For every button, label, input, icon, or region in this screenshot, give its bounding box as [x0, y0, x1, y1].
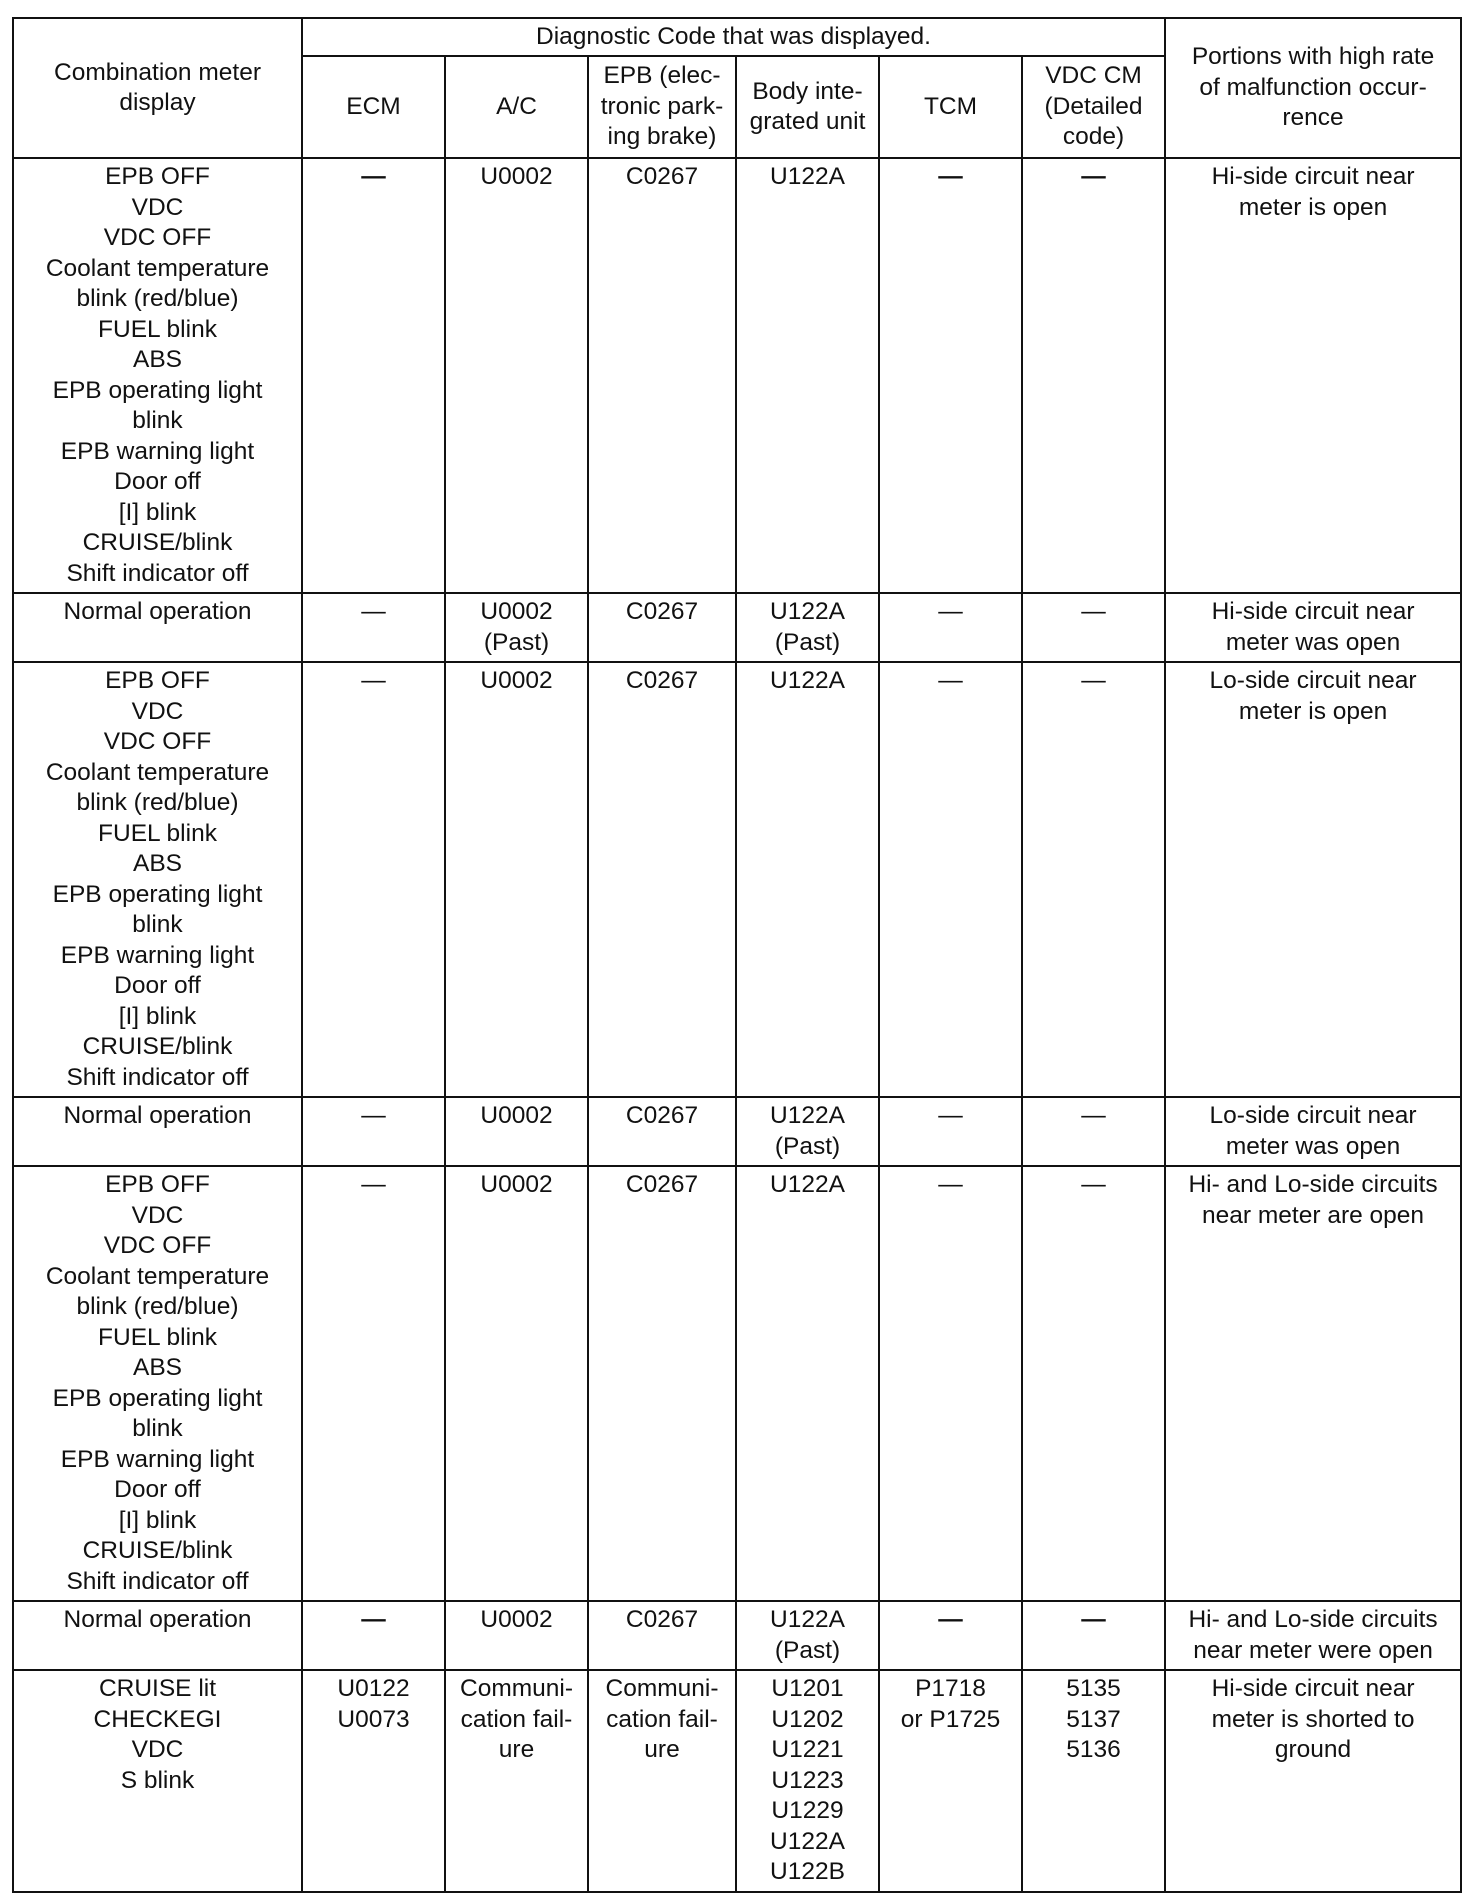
code-line: —	[1081, 1606, 1106, 1633]
code-line: U122A	[770, 1171, 845, 1198]
header-diagnostic-group: Diagnostic Code that was displayed.	[302, 18, 1165, 56]
epb-code-cell	[588, 1670, 736, 1892]
code-line: —	[938, 1102, 963, 1129]
header-text: of malfunction occur-	[1199, 73, 1427, 101]
display-line: EPB operating light	[52, 880, 263, 908]
display-line: EPB warning light	[60, 437, 255, 465]
ac-code-cell	[445, 1601, 588, 1670]
code-line: U122A	[770, 1827, 845, 1855]
ac-code-cell	[445, 662, 588, 1097]
display-line: CRUISE/blink	[82, 1537, 233, 1564]
tcm-code-cell	[879, 662, 1022, 1097]
tcm-code-cell	[879, 1670, 1022, 1892]
portion-line: meter is open	[1238, 193, 1388, 221]
code-line: U1221	[771, 1736, 844, 1763]
body-integrated-unit-code-cell	[736, 158, 879, 593]
portion-line: near meter were open	[1193, 1636, 1433, 1664]
ac-code-cell	[445, 1166, 588, 1601]
code-line: —	[1081, 1171, 1106, 1198]
code-line: C0267	[625, 667, 699, 694]
code-line: —	[361, 163, 386, 190]
display-line: VDC	[131, 1201, 184, 1229]
vdc-cm-code-cell	[1022, 158, 1165, 593]
code-line: U1202	[771, 1705, 844, 1733]
malfunction-portion-cell	[1165, 158, 1461, 593]
code-line: 5136	[1066, 1736, 1121, 1763]
malfunction-portion-cell	[1165, 593, 1461, 662]
code-line: U0122	[337, 1675, 410, 1702]
code-line: —	[361, 1102, 386, 1129]
code-line: U122A	[770, 667, 845, 694]
code-line: (Past)	[774, 1132, 841, 1160]
diagnostic-code-table	[12, 17, 1462, 1893]
header-text: TCM	[923, 92, 978, 120]
header-epb	[588, 56, 736, 158]
display-line: CRUISE/blink	[82, 1033, 233, 1060]
header-text: VDC CM	[1045, 62, 1142, 90]
display-line: Coolant temperature	[45, 1262, 270, 1290]
display-line: Shift indicator off	[66, 1567, 249, 1595]
ac-code-cell	[445, 158, 588, 593]
combination-meter-display-cell	[13, 1601, 302, 1670]
combination-meter-display-cell	[13, 1097, 302, 1166]
header-text: tronic park-	[600, 92, 724, 120]
code-line: (Past)	[774, 628, 841, 656]
vdc-cm-code-cell	[1022, 662, 1165, 1097]
ecm-code-cell	[302, 1601, 445, 1670]
code-line: —	[361, 598, 386, 625]
header-combination-meter-display	[13, 18, 302, 158]
code-line: U1229	[771, 1797, 844, 1824]
display-line: blink	[132, 911, 183, 938]
code-line: C0267	[625, 1171, 699, 1198]
display-line: Door off	[114, 972, 201, 999]
epb-code-cell	[588, 158, 736, 593]
code-line: U0002	[480, 598, 553, 625]
code-line: —	[938, 163, 963, 190]
combination-meter-display-cell	[13, 158, 302, 593]
tcm-code-cell	[879, 1601, 1022, 1670]
code-line: Communi-	[605, 1675, 719, 1702]
code-line: ure	[498, 1736, 535, 1763]
code-line: 5135	[1066, 1675, 1121, 1702]
ac-code-cell	[445, 593, 588, 662]
ecm-code-cell	[302, 1097, 445, 1166]
code-line: U0002	[480, 1171, 553, 1198]
code-line: U0002	[480, 1102, 553, 1129]
display-line: VDC OFF	[103, 224, 212, 251]
display-line: [I] blink	[118, 498, 197, 526]
body-integrated-unit-code-cell	[736, 1670, 879, 1892]
display-line: blink (red/blue)	[76, 789, 239, 816]
display-line: VDC	[131, 697, 184, 725]
table-row	[13, 1601, 1461, 1670]
display-line: Coolant temperature	[45, 758, 270, 786]
portion-line: Hi- and Lo-side circuits	[1188, 1171, 1438, 1198]
code-line: —	[1081, 667, 1106, 694]
ecm-code-cell	[302, 662, 445, 1097]
portion-line: meter is shorted to	[1211, 1705, 1415, 1733]
ecm-code-cell	[302, 1166, 445, 1601]
header-tcm	[879, 56, 1022, 158]
ecm-code-cell	[302, 158, 445, 593]
display-line: Shift indicator off	[66, 1063, 249, 1091]
header-text: A/C	[496, 92, 537, 120]
display-line: EPB warning light	[60, 941, 255, 969]
display-line: Door off	[114, 1476, 201, 1503]
display-line: VDC	[131, 1736, 184, 1763]
code-line: U122A	[770, 1102, 845, 1129]
combination-meter-display-cell	[13, 1670, 302, 1892]
header-text: rence	[1282, 104, 1344, 132]
display-line: EPB operating light	[52, 1384, 263, 1412]
table-row	[13, 1166, 1461, 1601]
code-line: C0267	[625, 163, 699, 190]
display-line: EPB warning light	[60, 1445, 255, 1473]
table-row	[13, 662, 1461, 1097]
code-line: —	[1081, 598, 1106, 625]
display-line: blink	[132, 407, 183, 434]
code-line: C0267	[625, 1102, 699, 1129]
combination-meter-display-cell	[13, 662, 302, 1097]
code-line: U0002	[480, 1606, 553, 1633]
epb-code-cell	[588, 662, 736, 1097]
portion-line: meter was open	[1225, 1132, 1401, 1160]
code-line: cation fail-	[460, 1705, 573, 1733]
tcm-code-cell	[879, 1097, 1022, 1166]
malfunction-portion-cell	[1165, 1601, 1461, 1670]
header-body-integrated-unit	[736, 56, 879, 158]
display-line: Normal operation	[63, 1606, 252, 1633]
display-line: Normal operation	[63, 1102, 252, 1129]
display-line: ABS	[132, 346, 183, 373]
display-line: blink	[132, 1415, 183, 1442]
body-integrated-unit-code-cell	[736, 1097, 879, 1166]
header-text: grated unit	[749, 108, 866, 135]
display-line: blink (red/blue)	[76, 285, 239, 312]
malfunction-portion-cell	[1165, 1670, 1461, 1892]
header-text: Body inte-	[752, 77, 863, 105]
display-line: blink (red/blue)	[76, 1293, 239, 1320]
header-text: code)	[1062, 123, 1125, 151]
display-line: Normal operation	[63, 598, 252, 625]
portion-line: Hi- and Lo-side circuits	[1188, 1606, 1438, 1633]
display-line: Shift indicator off	[66, 559, 249, 587]
epb-code-cell	[588, 593, 736, 662]
header-text: display	[119, 89, 196, 116]
display-line: VDC	[131, 193, 184, 221]
epb-code-cell	[588, 1601, 736, 1670]
malfunction-portion-cell	[1165, 662, 1461, 1097]
header-ac	[445, 56, 588, 158]
code-line: —	[1081, 163, 1106, 190]
table-row	[13, 1670, 1461, 1892]
epb-code-cell	[588, 1097, 736, 1166]
code-line: (Past)	[774, 1636, 841, 1664]
table-row	[13, 593, 1461, 662]
portion-line: ground	[1274, 1736, 1352, 1763]
code-line: P1718	[915, 1675, 986, 1702]
vdc-cm-code-cell	[1022, 593, 1165, 662]
display-line: EPB operating light	[52, 376, 263, 404]
code-line: 5137	[1066, 1705, 1121, 1733]
ecm-code-cell	[302, 1670, 445, 1892]
display-line: FUEL blink	[98, 1323, 217, 1351]
portion-line: Hi-side circuit near	[1211, 163, 1415, 190]
code-line: —	[361, 1606, 386, 1633]
tcm-code-cell	[879, 1166, 1022, 1601]
display-line: EPB OFF	[105, 1171, 210, 1198]
header-text: EPB (elec-	[603, 62, 721, 90]
header-text: ing brake)	[607, 123, 717, 151]
header-portions-malfunction	[1165, 18, 1461, 158]
epb-code-cell	[588, 1166, 736, 1601]
portion-line: Hi-side circuit near	[1211, 598, 1415, 625]
code-line: U122B	[770, 1858, 845, 1885]
header-text: Portions with high rate	[1191, 43, 1435, 71]
vdc-cm-code-cell	[1022, 1166, 1165, 1601]
display-line: VDC OFF	[103, 728, 212, 755]
vdc-cm-code-cell	[1022, 1670, 1165, 1892]
vdc-cm-code-cell	[1022, 1097, 1165, 1166]
code-line: —	[938, 1606, 963, 1633]
malfunction-portion-cell	[1165, 1166, 1461, 1601]
code-line: U122A	[770, 598, 845, 625]
code-line: (Past)	[483, 628, 550, 656]
code-line: U0002	[480, 163, 553, 190]
code-line: U1201	[771, 1675, 844, 1702]
display-line: FUEL blink	[98, 315, 217, 343]
ac-code-cell	[445, 1670, 588, 1892]
ecm-code-cell	[302, 593, 445, 662]
portion-line: Hi-side circuit near	[1211, 1675, 1415, 1702]
code-line: C0267	[625, 598, 699, 625]
display-line: [I] blink	[118, 1002, 197, 1030]
display-line: Door off	[114, 468, 201, 495]
display-line: ABS	[132, 850, 183, 877]
display-line: EPB OFF	[105, 163, 210, 190]
code-line: —	[938, 1171, 963, 1198]
combination-meter-display-cell	[13, 593, 302, 662]
display-line: CRUISE lit	[98, 1675, 217, 1702]
code-line: —	[361, 1171, 386, 1198]
code-line: U0073	[337, 1705, 410, 1733]
code-line: U122A	[770, 1606, 845, 1633]
table-row	[13, 158, 1461, 593]
display-line: [I] blink	[118, 1506, 197, 1534]
tcm-code-cell	[879, 593, 1022, 662]
display-line: FUEL blink	[98, 819, 217, 847]
body-integrated-unit-code-cell	[736, 1601, 879, 1670]
header-text: (Detailed	[1044, 92, 1143, 120]
code-line: cation fail-	[606, 1705, 718, 1733]
vdc-cm-code-cell	[1022, 1601, 1165, 1670]
portion-line: meter is open	[1238, 697, 1388, 725]
body-integrated-unit-code-cell	[736, 593, 879, 662]
display-line: CRUISE/blink	[82, 529, 233, 556]
display-line: EPB OFF	[105, 667, 210, 694]
code-line: Communi-	[460, 1675, 573, 1702]
combination-meter-display-cell	[13, 1166, 302, 1601]
display-line: S blink	[120, 1766, 195, 1794]
portion-line: Lo-side circuit near	[1209, 1102, 1417, 1129]
code-line: U122A	[770, 163, 845, 190]
code-line: —	[938, 667, 963, 694]
display-line: ABS	[132, 1354, 183, 1381]
table-row	[13, 1097, 1461, 1166]
display-line: Coolant temperature	[45, 254, 270, 282]
header-ecm	[302, 56, 445, 158]
malfunction-portion-cell	[1165, 1097, 1461, 1166]
body-integrated-unit-code-cell	[736, 662, 879, 1097]
header-vdc-cm	[1022, 56, 1165, 158]
portion-line: meter was open	[1225, 628, 1401, 656]
code-line: U1223	[771, 1766, 844, 1794]
portion-line: Lo-side circuit near	[1209, 667, 1417, 694]
header-text: ECM	[346, 92, 401, 120]
header-text: Combination meter	[54, 58, 261, 86]
display-line: VDC OFF	[103, 1232, 212, 1259]
code-line: —	[361, 667, 386, 694]
code-line: U0002	[480, 667, 553, 694]
code-line: —	[938, 598, 963, 625]
body-integrated-unit-code-cell	[736, 1166, 879, 1601]
code-line: C0267	[625, 1606, 699, 1633]
display-line: CHECKEGI	[93, 1705, 222, 1733]
portion-line: near meter are open	[1202, 1201, 1425, 1229]
code-line: —	[1081, 1102, 1106, 1129]
code-line: ure	[644, 1736, 680, 1763]
code-line: or P1725	[900, 1705, 1001, 1733]
ac-code-cell	[445, 1097, 588, 1166]
tcm-code-cell	[879, 158, 1022, 593]
